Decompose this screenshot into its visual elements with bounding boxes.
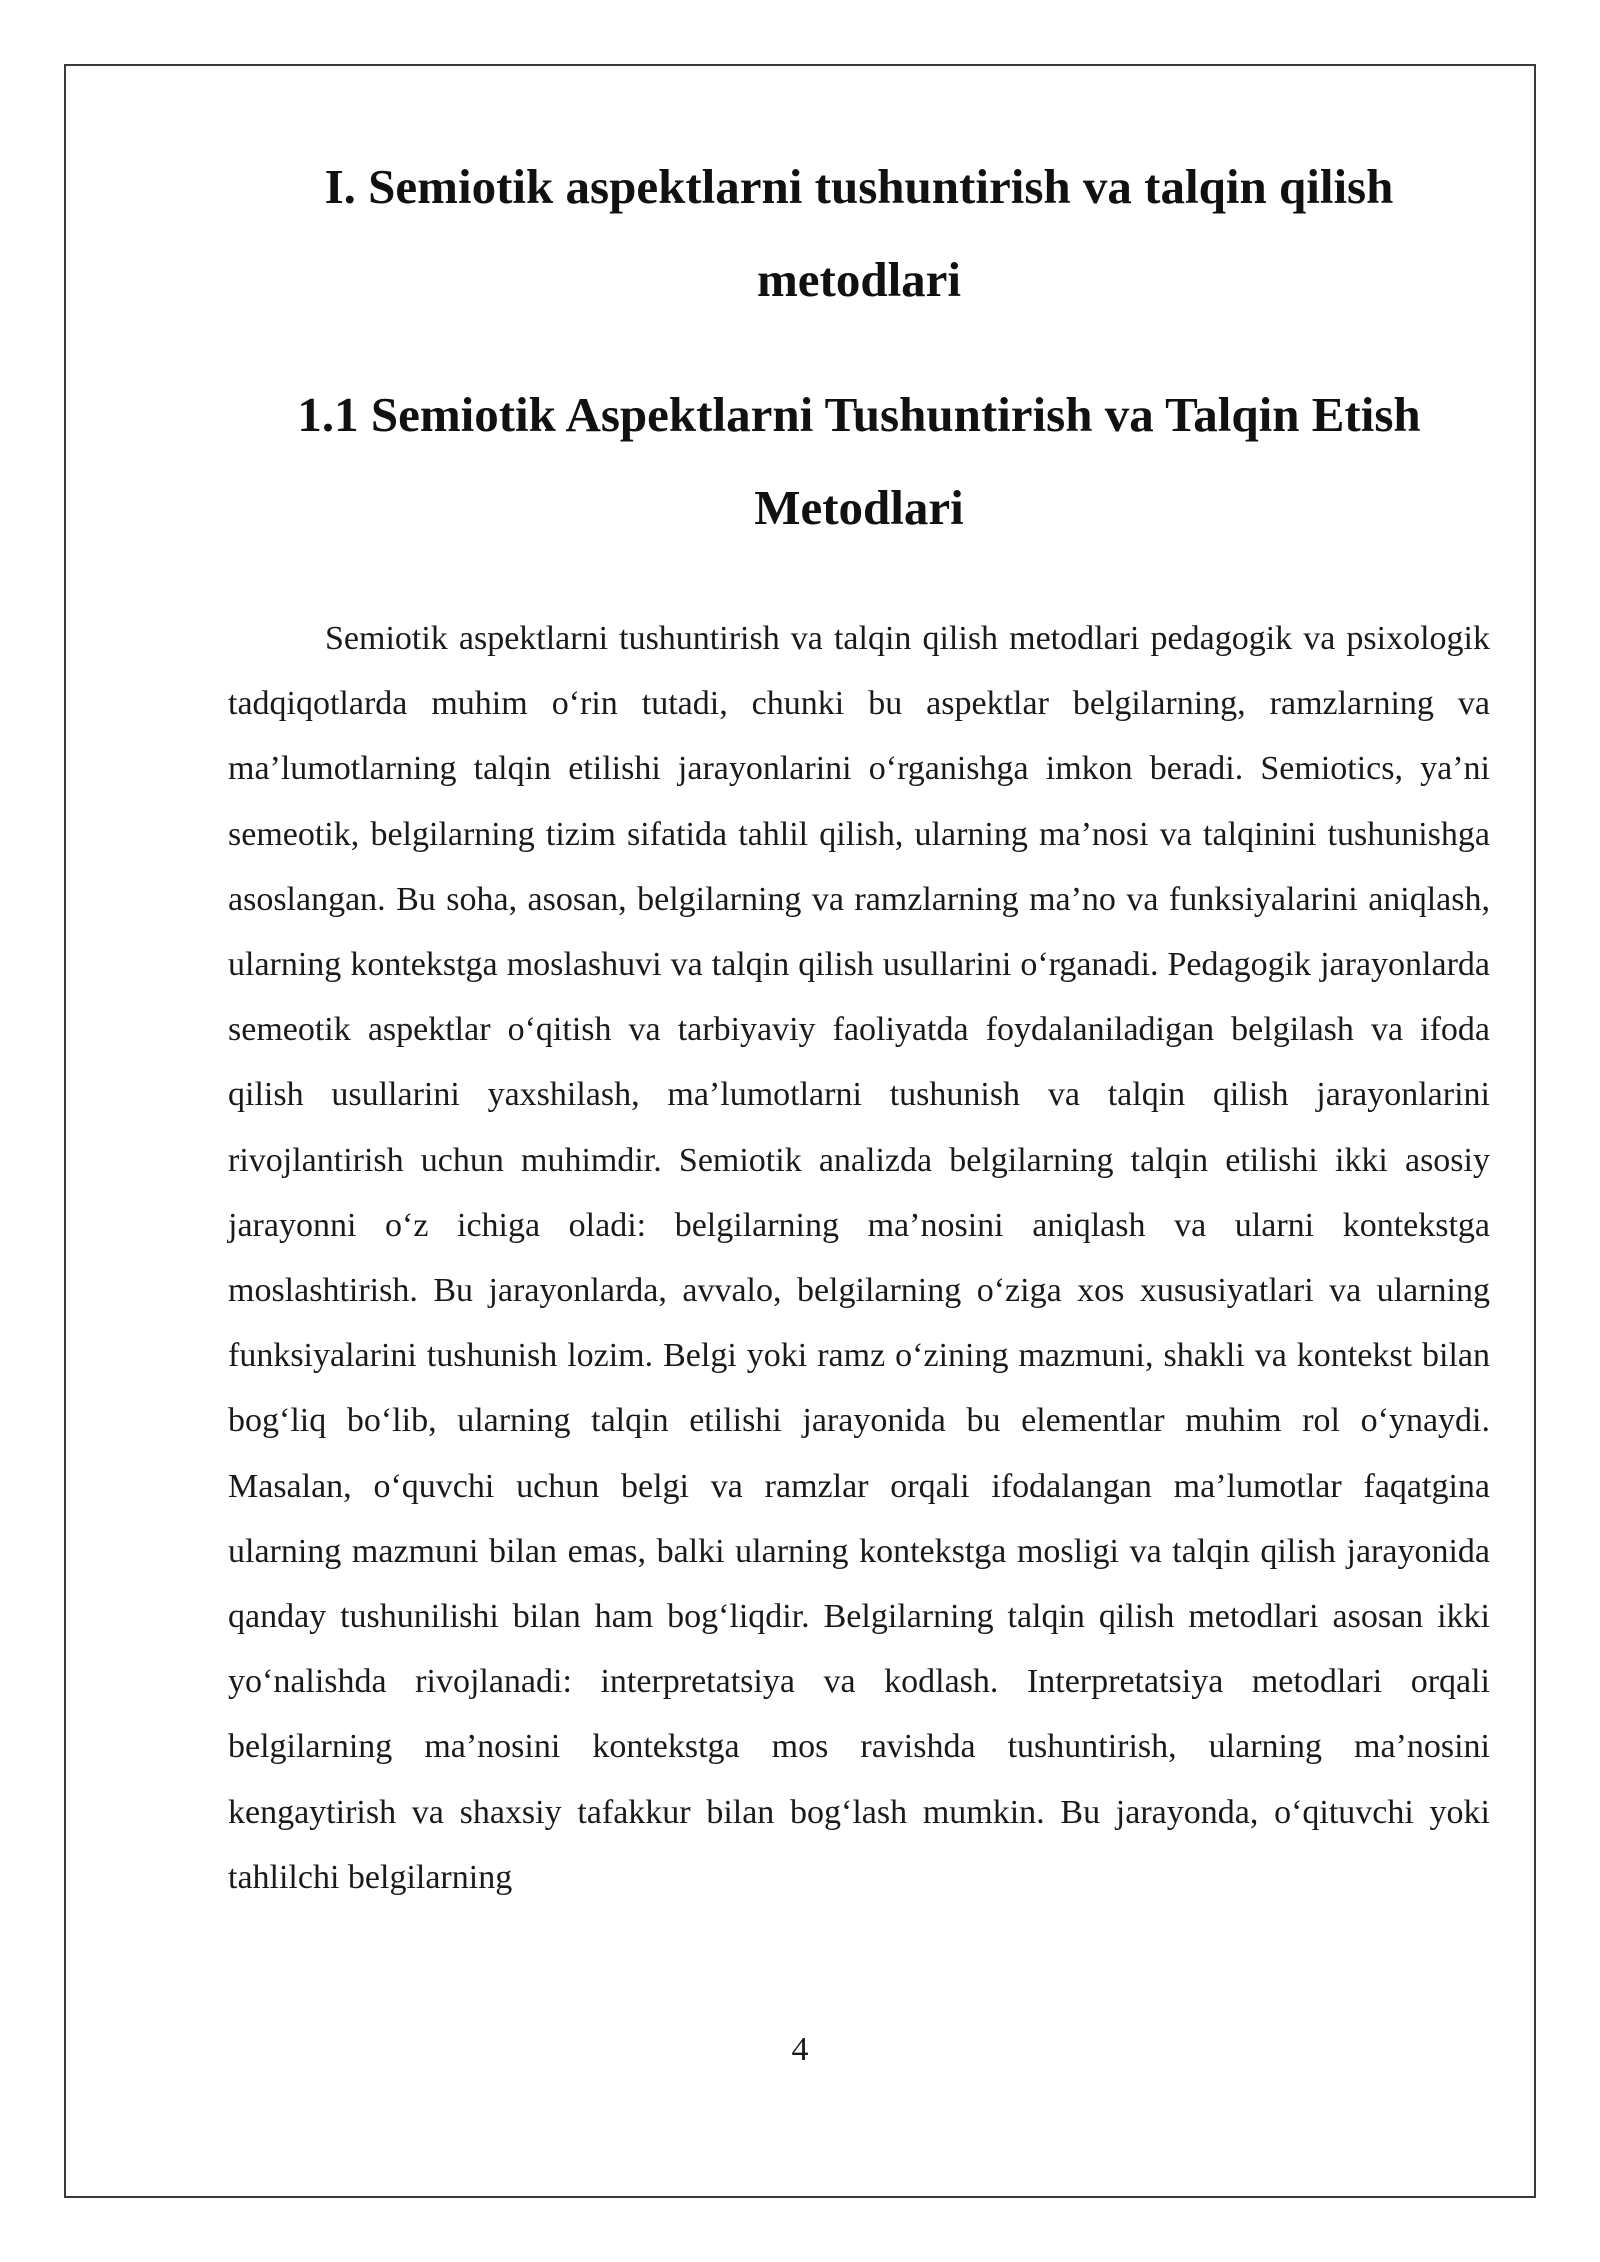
page-content [228, 140, 1490, 1910]
body-paragraph: Semiotik aspektlarni tushuntirish va talqin qilish metodlari pedagogik va psixologik tadqiqotlarda muhim o‘rin tutadi, chunki bu aspektlar belgilarning, ramzlarning va ma’lumotlarning talqin etilishi jarayonlarini o‘rganishga imkon beradi. Semiotics, ya’ni semeotik, belgilarning tizim sifatida tahlil qilish, ularning ma’nosi va talqinini tushunishga asoslangan. Bu soha, asosan, belgilarning va ramzlarning ma’no va funksiyalarini aniqlash, ularning kontekstga moslashuvi va talqin qilish usullarini o‘rganadi. Pedagogik jarayonlarda semeotik aspektlar o‘qitish va tarbiyaviy faoliyatda foydalaniladigan belgilash va ifoda qilish usullarini yaxshilash, ma’lumotlarni tushunish va talqin qilish jarayonlarini rivojlantirish uchun muhimdir. Semiotik analizda belgilarning talqin etilishi ikki asosiy jarayonni o‘z ichiga oladi: belgilarning ma’nosini aniqlash va ularni kontekstga moslashtirish. Bu jarayonlarda, avvalo, belgilarning o‘ziga xos xususiyatlari va ularning funksiyalarini tushunish lozim. Belgi yoki ramz o‘zining mazmuni, shakli va kontekst bilan bog‘liq bo‘lib, ularning talqin etilishi jarayonida bu elementlar muhim rol o‘ynaydi. Masalan, o‘quvchi uchun belgi va ramzlar orqali ifodalangan ma’lumotlar faqatgina ularning mazmuni bilan emas, balki ularning kontekstga mosligi va talqin qilish jarayonida qanday tushunilishi bilan ham bog‘liqdir. Belgilarning talqin qilish metodlari asosan ikki yo‘nalishda rivojlanadi: interpretatsiya va kodlash. Interpretatsiya metodlari orqali belgilarning ma’nosini kontekstga mos ravishda tushuntirish, ularning ma’nosini kengaytirish va shaxsiy tafakkur bilan bog‘lash mumkin. Bu jarayonda, o‘qituvchi yoki tahlilchi belgilarning [228, 620, 1490, 1896]
page-number: 4 [791, 2031, 809, 2068]
chapter-title: I. Semiotik aspektlarni tushuntirish va talqin qilish metodlari [324, 159, 1394, 307]
section-title: 1.1 Semiotik Aspektlarni Tushuntirish va Talqin Etish Metodlari [297, 387, 1421, 535]
